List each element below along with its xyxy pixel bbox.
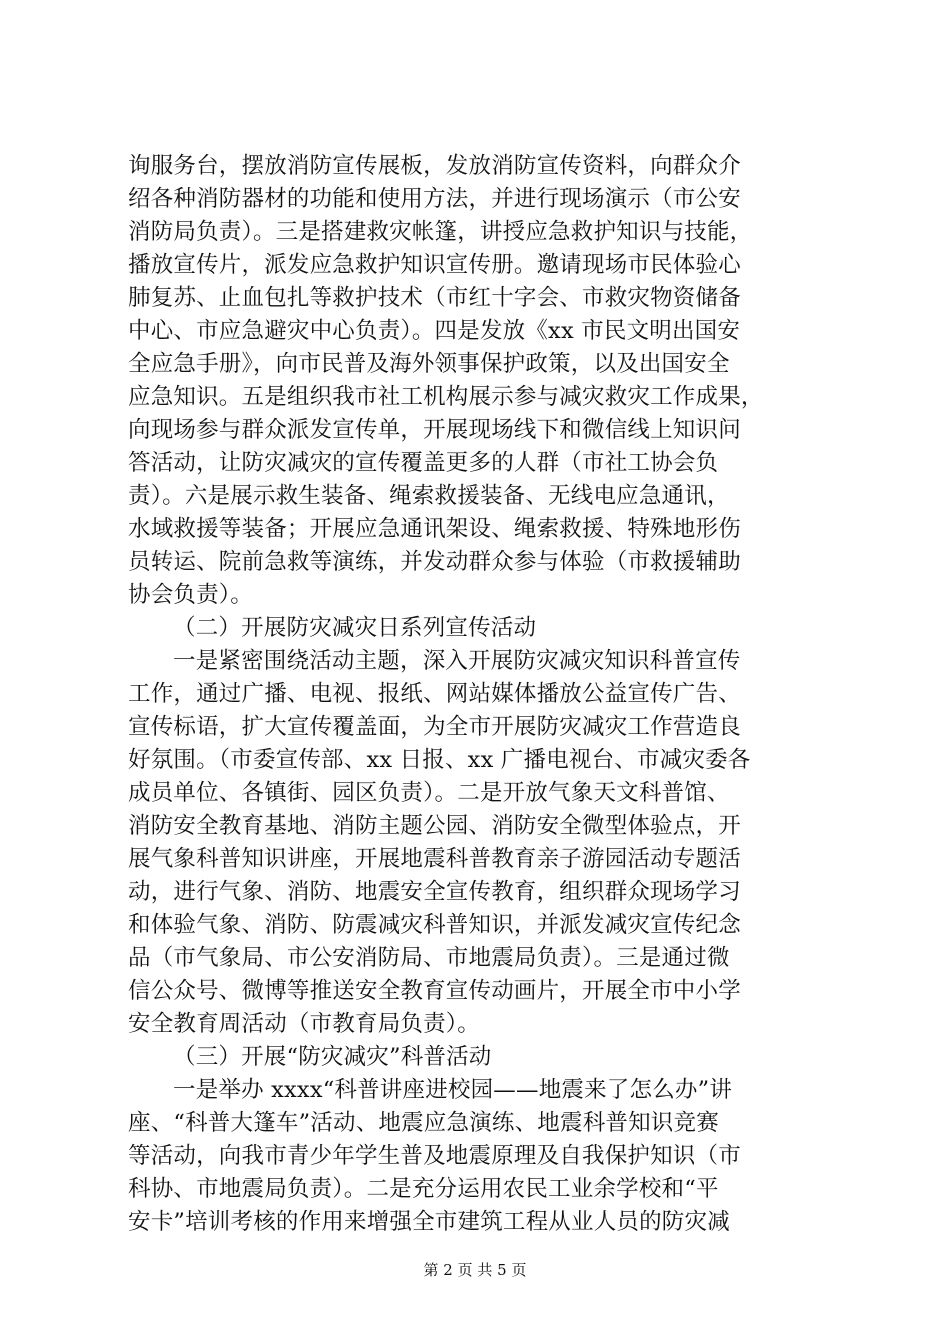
text-line: 等活动，向我市青少年学生普及地震原理及自我保护知识（市	[128, 1143, 741, 1169]
text-line: 宣传标语，扩大宣传覆盖面，为全市开展防灾减灾工作营造良	[128, 714, 741, 740]
page-number: 第 2 页	[423, 1261, 473, 1279]
text-line: 员转运、院前急救等演练，并发动群众参与体验（市救援辅助	[128, 549, 741, 575]
text-line: 中心、市应急避灾中心负责）。四是发放《xx 市民文明出国安	[128, 318, 741, 344]
text-line: 一是紧密围绕活动主题，深入开展防灾减灾知识科普宣传	[173, 648, 741, 674]
text-line: 应急知识。五是组织我市社工机构展示参与减灾救灾工作成果，	[128, 384, 764, 410]
section-heading: （三）开展“防灾减灾”科普活动	[173, 1044, 492, 1070]
text-line: 一是举办 xxxx“科普讲座进校园——地震来了怎么办”讲	[173, 1077, 733, 1103]
text-line: 询服务台，摆放消防宣传展板，发放消防宣传资料，向群众介	[128, 153, 741, 179]
text-line: 工作，通过广播、电视、报纸、网站媒体播放公益宣传广告、	[128, 681, 741, 707]
text-line: 向现场参与群众派发宣传单，开展现场线下和微信线上知识问	[128, 417, 741, 443]
text-line: 动，进行气象、消防、地震安全宣传教育，组织群众现场学习	[128, 879, 741, 905]
text-line: 安全教育周活动（市教育局负责）。	[128, 1011, 480, 1037]
text-line: 责）。六是展示救生装备、绳索救援装备、无线电应急通讯，	[128, 483, 730, 509]
text-line: 消防安全教育基地、消防主题公园、消防安全微型体验点，开	[128, 813, 741, 839]
text-line: 播放宣传片，派发应急救护知识宣传册。邀请现场市民体验心	[128, 252, 741, 278]
text-line: 消防局负责）。三是搭建救灾帐篷，讲授应急救护知识与技能，	[128, 219, 753, 245]
text-line: 科协、市地震局负责）。二是充分运用农民工业余学校和“平	[128, 1176, 719, 1202]
text-line: 水域救援等装备；开展应急通讯架设、绳索救援、特殊地形伤	[128, 516, 741, 542]
text-line: 答活动，让防灾减灾的宣传覆盖更多的人群（市社工协会负	[128, 450, 719, 476]
total-pages: 共 5 页	[477, 1261, 527, 1279]
text-line: 展气象科普知识讲座，开展地震科普教育亲子游园活动专题活	[128, 846, 741, 872]
text-line: 全应急手册》，向市民普及海外领事保护政策，以及出国安全	[128, 351, 730, 377]
text-line: 座、“科普大篷车”活动、地震应急演练、地震科普知识竞赛	[128, 1110, 719, 1136]
text-line: 品（市气象局、市公安消防局、市地震局负责）。三是通过微	[128, 945, 730, 971]
text-line: 绍各种消防器材的功能和使用方法，并进行现场演示（市公安	[128, 186, 741, 212]
text-line: 安卡”培训考核的作用来增强全市建筑工程从业人员的防灾减	[128, 1209, 730, 1235]
body-text	[128, 150, 828, 1239]
text-line: 肺复苏、止血包扎等救护技术（市红十字会、市救灾物资储备	[128, 285, 741, 311]
text-line: 和体验气象、消防、防震减灾科普知识，并派发减灾宣传纪念	[128, 912, 741, 938]
text-line: 成员单位、各镇街、园区负责）。二是开放气象天文科普馆、	[128, 780, 730, 806]
page-footer	[0, 1260, 950, 1280]
text-line: 好氛围。（市委宣传部、xx 日报、xx 广播电视台、市减灾委各	[128, 747, 751, 773]
text-line: 协会负责）。	[128, 582, 253, 608]
section-heading: （二）开展防灾减灾日系列宣传活动	[173, 615, 537, 641]
text-line: 信公众号、微博等推送安全教育宣传动画片，开展全市中小学	[128, 978, 741, 1004]
